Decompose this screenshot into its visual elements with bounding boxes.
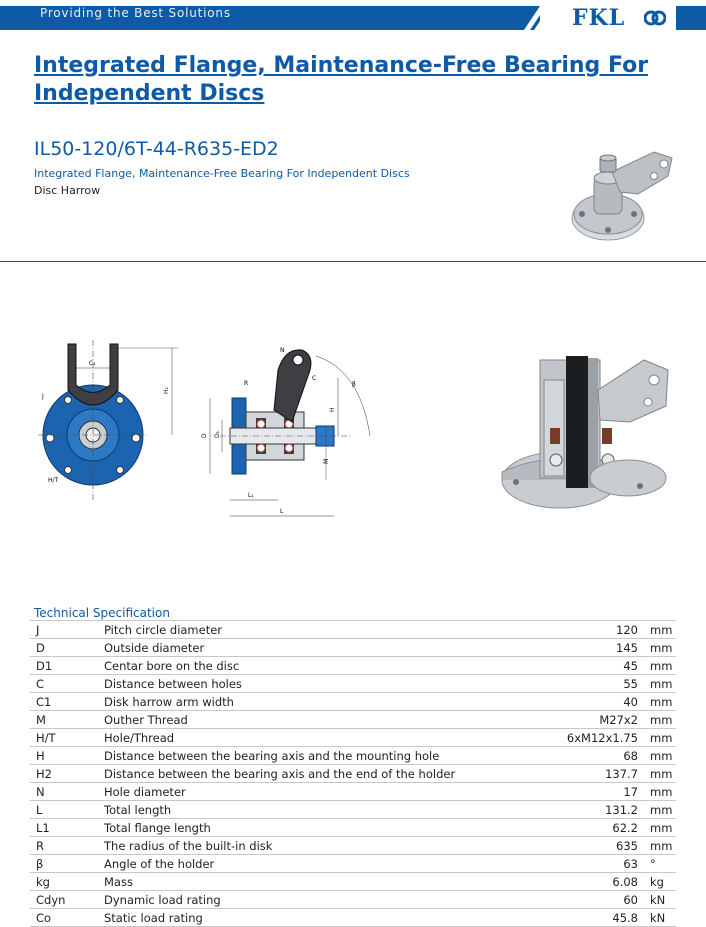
label-l1: L₁ bbox=[248, 492, 254, 499]
spec-unit: mm bbox=[644, 711, 676, 729]
label-d1: D₁ bbox=[214, 430, 221, 438]
brand-bar bbox=[676, 6, 706, 30]
spec-value: 131.2 bbox=[504, 801, 644, 819]
section-divider bbox=[0, 261, 706, 262]
logo-rings-icon bbox=[644, 9, 666, 27]
spec-unit: mm bbox=[644, 837, 676, 855]
spec-symbol: L1 bbox=[30, 819, 98, 837]
spec-row bbox=[30, 891, 676, 909]
spec-value: 55 bbox=[504, 675, 644, 693]
spec-unit: mm bbox=[644, 675, 676, 693]
spec-name: Distance between holes bbox=[98, 675, 504, 693]
cutaway-render-image bbox=[500, 350, 670, 515]
spec-name: Hole diameter bbox=[98, 783, 504, 801]
spec-symbol: β bbox=[30, 855, 98, 873]
spec-value: 145 bbox=[504, 639, 644, 657]
spec-symbol: H2 bbox=[30, 765, 98, 783]
label-c: C bbox=[312, 375, 317, 382]
spec-row bbox=[30, 783, 676, 801]
spec-unit: mm bbox=[644, 729, 676, 747]
spec-symbol: D1 bbox=[30, 657, 98, 675]
brand-logo[interactable]: FKL bbox=[572, 5, 626, 31]
spec-name: Total flange length bbox=[98, 819, 504, 837]
spec-value: 120 bbox=[504, 621, 644, 639]
spec-symbol: J bbox=[30, 621, 98, 639]
spec-row bbox=[30, 693, 676, 711]
spec-symbol: H/T bbox=[30, 729, 98, 747]
spec-name: Static load rating bbox=[98, 909, 504, 927]
spec-value: 45 bbox=[504, 657, 644, 675]
spec-name: Dynamic load rating bbox=[98, 891, 504, 909]
tagline: Providing the Best Solutions bbox=[40, 6, 231, 20]
spec-symbol: H bbox=[30, 747, 98, 765]
label-c1: C₁ bbox=[89, 360, 96, 367]
spec-unit: mm bbox=[644, 693, 676, 711]
spec-unit: mm bbox=[644, 783, 676, 801]
spec-unit: mm bbox=[644, 801, 676, 819]
spec-name: The radius of the built-in disk bbox=[98, 837, 504, 855]
label-d: D bbox=[201, 433, 208, 438]
spec-name: Pitch circle diameter bbox=[98, 621, 504, 639]
spec-name: Disk harrow arm width bbox=[98, 693, 504, 711]
spec-value: 63 bbox=[504, 855, 644, 873]
label-h: H bbox=[329, 407, 336, 412]
spec-value: 6xM12x1.75 bbox=[504, 729, 644, 747]
spec-value: M27x2 bbox=[504, 711, 644, 729]
label-ht: H/T bbox=[48, 477, 59, 484]
spec-symbol: D bbox=[30, 639, 98, 657]
spec-value: 68 bbox=[504, 747, 644, 765]
spec-name: Total length bbox=[98, 801, 504, 819]
spec-row bbox=[30, 747, 676, 765]
label-beta: β bbox=[352, 381, 356, 388]
spec-row bbox=[30, 837, 676, 855]
spec-row bbox=[30, 711, 676, 729]
spec-value: 45.8 bbox=[504, 909, 644, 927]
product-category: Disc Harrow bbox=[34, 184, 101, 197]
spec-row bbox=[30, 765, 676, 783]
product-thumbnail-image bbox=[568, 142, 686, 246]
spec-row bbox=[30, 801, 676, 819]
label-h2: H₂ bbox=[163, 387, 170, 394]
spec-name: Angle of the holder bbox=[98, 855, 504, 873]
spec-value: 6.08 bbox=[504, 873, 644, 891]
spec-symbol: C bbox=[30, 675, 98, 693]
spec-row bbox=[30, 909, 676, 927]
label-n: N bbox=[280, 347, 285, 354]
spec-symbol: kg bbox=[30, 873, 98, 891]
technical-drawing bbox=[30, 330, 380, 530]
spec-row bbox=[30, 621, 676, 639]
product-code: IL50-120/6T-44-R635-ED2 bbox=[34, 138, 279, 160]
spec-name: Outher Thread bbox=[98, 711, 504, 729]
spec-unit: kN bbox=[644, 891, 676, 909]
label-m: M bbox=[323, 458, 330, 464]
spec-row bbox=[30, 729, 676, 747]
spec-unit: mm bbox=[644, 657, 676, 675]
page-title: Integrated Flange, Maintenance-Free Bearing For Independent Discs bbox=[34, 53, 649, 106]
spec-value: 635 bbox=[504, 837, 644, 855]
spec-unit: mm bbox=[644, 621, 676, 639]
spec-row bbox=[30, 675, 676, 693]
product-subtitle: Integrated Flange, Maintenance-Free Bearing For Independent Discs bbox=[34, 167, 410, 180]
spec-unit: mm bbox=[644, 639, 676, 657]
spec-symbol: M bbox=[30, 711, 98, 729]
spec-symbol: L bbox=[30, 801, 98, 819]
spec-row bbox=[30, 639, 676, 657]
spec-unit: kg bbox=[644, 873, 676, 891]
spec-unit: kN bbox=[644, 909, 676, 927]
spec-symbol: Cdyn bbox=[30, 891, 98, 909]
spec-section-title: Technical Specification bbox=[34, 606, 170, 620]
spec-unit: mm bbox=[644, 819, 676, 837]
spec-symbol: C1 bbox=[30, 693, 98, 711]
spec-row bbox=[30, 855, 676, 873]
spec-symbol: R bbox=[30, 837, 98, 855]
spec-name: Distance between the bearing axis and the mounting hole bbox=[98, 747, 504, 765]
spec-row bbox=[30, 873, 676, 891]
spec-unit: mm bbox=[644, 765, 676, 783]
spec-value: 137.7 bbox=[504, 765, 644, 783]
label-r: R bbox=[244, 380, 249, 387]
spec-value: 17 bbox=[504, 783, 644, 801]
spec-row bbox=[30, 657, 676, 675]
spec-name: Outside diameter bbox=[98, 639, 504, 657]
spec-name: Centar bore on the disc bbox=[98, 657, 504, 675]
spec-value: 62.2 bbox=[504, 819, 644, 837]
spec-value: 60 bbox=[504, 891, 644, 909]
spec-row bbox=[30, 819, 676, 837]
label-l: L bbox=[280, 508, 284, 515]
spec-value: 40 bbox=[504, 693, 644, 711]
spec-name: Distance between the bearing axis and the end of the holder bbox=[98, 765, 504, 783]
spec-name: Mass bbox=[98, 873, 504, 891]
spec-name: Hole/Thread bbox=[98, 729, 504, 747]
spec-symbol: Co bbox=[30, 909, 98, 927]
spec-table bbox=[30, 620, 676, 927]
label-j: J bbox=[42, 393, 44, 400]
spec-unit: ° bbox=[644, 855, 676, 873]
spec-unit: mm bbox=[644, 747, 676, 765]
spec-symbol: N bbox=[30, 783, 98, 801]
